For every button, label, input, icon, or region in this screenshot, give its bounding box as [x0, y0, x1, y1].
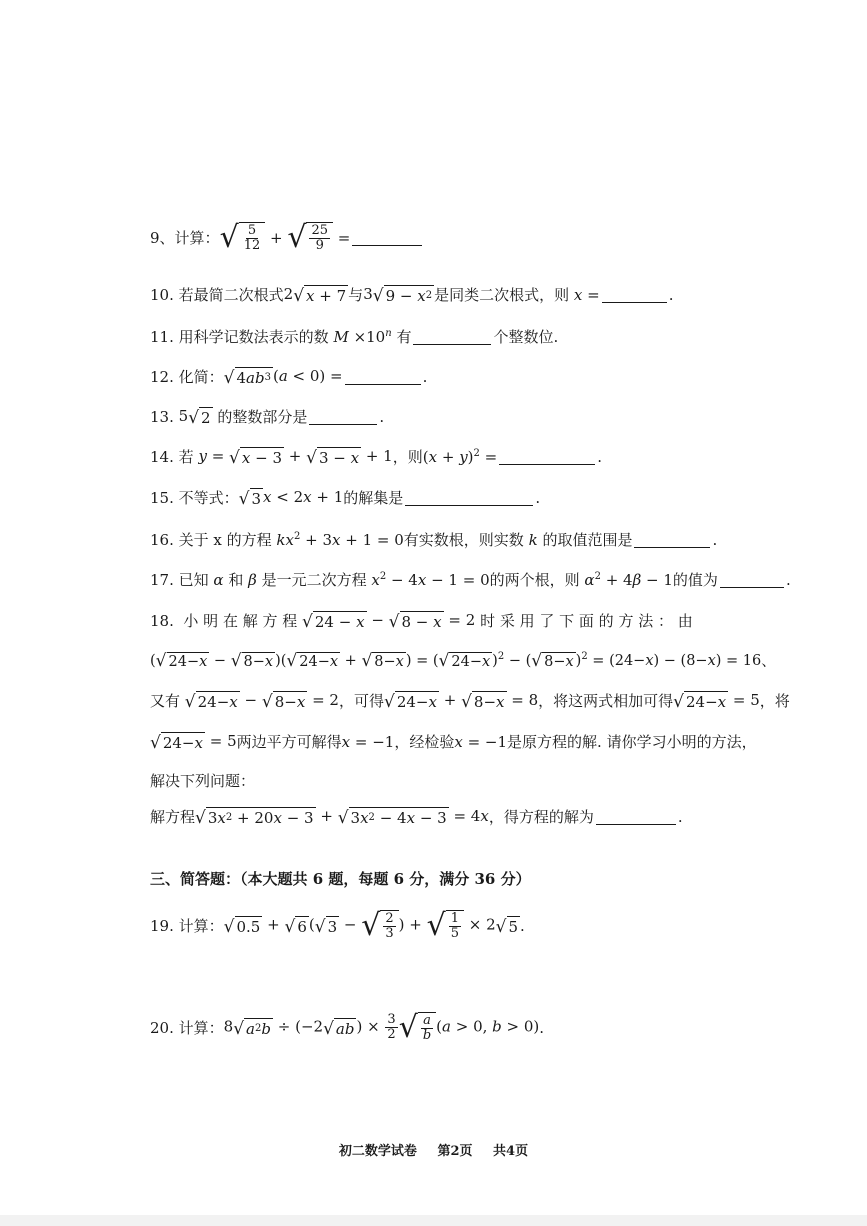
question-14: 14. 若 y = √ x − 3 + √ 3 − x + 1 ，则 $(x + y)^2$ = .	[150, 446, 603, 468]
question-11: 11. 用科学记数法表示的数 $M \times 10^n$ 有 个整数位.	[150, 327, 559, 346]
math-expression: √ $\frac{5}{12}$	[220, 222, 266, 253]
answer-blank[interactable]	[309, 409, 377, 425]
answer-blank[interactable]	[602, 287, 667, 303]
math-expression: ( √ 24− x − √ 8− x )( √ 24− x + √ 8− x ) = ( √ 24− x )$^2$ − ( √ 8− x )$^2$ = (24−x) − (8−x) = 16	[150, 650, 762, 671]
math-expression: x = −1	[454, 732, 508, 751]
math-expression: √ 24− x = 5	[150, 731, 237, 753]
question-16: 16. 关于 x 的方程 $kx^2 + 3x + 1 = 0$ 有实数根，则实数 k 的取值范围是 .	[150, 530, 718, 549]
math-expression: √ 3 x 2 + 20 x − 3 + √ 3 x 2 − 4 x − 3 = 4x	[195, 806, 489, 828]
question-18-instruction: 解决下列问题：	[150, 772, 256, 790]
math-expression: $kx^2 + 3x + 1 = 0$	[276, 530, 404, 549]
math-expression: √ 0.5 + √ 6 ( √ 3 − √ $\frac{2}{3}$ ) + √ $\frac{1}{5}$ × 2 √ 5	[223, 908, 519, 943]
math-expression: $(x + y)^2$ =	[422, 447, 498, 466]
question-15: 15. 不等式： √ 3 x < 2x + 1 的解集是 .	[150, 487, 541, 509]
question-12: 12. 化简： √ 4 ab 3 (a < 0) = .	[150, 366, 428, 388]
math-expression: $x^2 - 4x - 1 = 0$	[371, 570, 490, 589]
page-footer: 初二数学试卷 第2页 共4页	[338, 1144, 529, 1159]
math-expression: √ 24− x − √ 8− x = 2	[184, 690, 339, 712]
math-expression: √ 24 − x − √ 8 − x = 2	[302, 610, 476, 632]
math-expression: √ 4 ab 3 (a < 0) =	[223, 366, 343, 388]
answer-blank[interactable]	[720, 572, 784, 588]
answer-blank[interactable]	[345, 369, 421, 385]
question-18: 18. 小 明 在 解 方 程 √ 24 − x − √ 8 − x = 2 时 采 用 了 下 面 的 方 法 ： 由	[150, 610, 693, 632]
math-expression: 2 √ x + 7	[283, 284, 347, 306]
math-expression: x = −1	[341, 732, 395, 751]
question-18-derivation: 又有 √ 24− x − √ 8− x = 2 ，可得 √ 24− x + √ 8− x = 8 ，将这两式相加可得 √ 24− x = 5 ，将	[150, 690, 790, 712]
math-expression: 8 √ a 2 b ÷ (−2 √ ab ) × $\frac{3}{2}$ √ $\frac{a}{b}$ (a > 0, b > 0)	[223, 1010, 540, 1045]
question-18-task: 解方程 √ 3 x 2 + 20 x − 3 + √ 3 x 2 − 4 x − 3 = 4x ，得方程的解为 .	[150, 806, 683, 828]
answer-blank[interactable]	[352, 230, 422, 246]
question-19: 19. 计算： √ 0.5 + √ 6 ( √ 3 − √ $\frac{2}{3}$ ) + √ $\frac{1}{5}$ × 2 √ 5 .	[150, 908, 525, 943]
math-expression: √ $\frac{25}{9}$	[287, 222, 333, 253]
math-expression: √ 3 x < 2x + 1	[238, 487, 344, 509]
question-20: 20. 计算： 8 √ a 2 b ÷ (−2 √ ab ) × $\frac{3}{2}$ √ $\frac{a}{b}$ (a > 0, b > 0) .	[150, 1010, 545, 1045]
scan-edge	[0, 1215, 867, 1226]
question-18-derivation: ( √ 24− x − √ 8− x )( √ 24− x + √ 8− x ) = ( √ 24− x )$^2$ − ( √ 8− x )$^2$ = (24−x) − (8−x) = 16 、	[150, 650, 776, 671]
math-expression: $M \times 10^n$	[333, 327, 392, 346]
section-heading: 三、简答题：（本大题共 6 题，每题 6 分，满分 36 分）	[150, 870, 531, 888]
math-expression: √ 24− x = 5	[673, 690, 760, 712]
question-10: 10. 若最简二次根式 2 √ x + 7 与 3 √ 9 − x 2 是同类二次根式，则 x = .	[150, 284, 674, 306]
question-13: 13. 5 √ 2 的整数部分是 .	[150, 406, 385, 428]
math-expression: $\alpha^2 + 4\beta - 1$	[584, 570, 673, 589]
answer-blank[interactable]	[405, 490, 533, 506]
math-expression: y = √ x − 3 + √ 3 − x + 1	[198, 446, 393, 468]
answer-blank[interactable]	[499, 449, 595, 465]
question-9: 9、 计算： √ $\frac{5}{12}$ + √ $\frac{25}{9}$ =	[150, 222, 424, 253]
answer-blank[interactable]	[634, 532, 710, 548]
math-expression: √ 24− x + √ 8− x = 8	[383, 690, 539, 712]
question-18-derivation: √ 24− x = 5 两边平方可解得 x = −1 ，经检验 x = −1 是原方程的解. 请你学习小明的方法，	[150, 731, 757, 753]
math-expression: 3 √ 9 − x 2	[363, 284, 433, 306]
answer-blank[interactable]	[596, 809, 676, 825]
math-expression: 5 √ 2	[178, 406, 211, 428]
question-17: 17. 已知 α 和 β 是一元二次方程 $x^2 - 4x - 1 = 0$ 的两个根，则 $\alpha^2 + 4\beta - 1$ 的值为 .	[150, 570, 791, 589]
answer-blank[interactable]	[413, 329, 491, 345]
